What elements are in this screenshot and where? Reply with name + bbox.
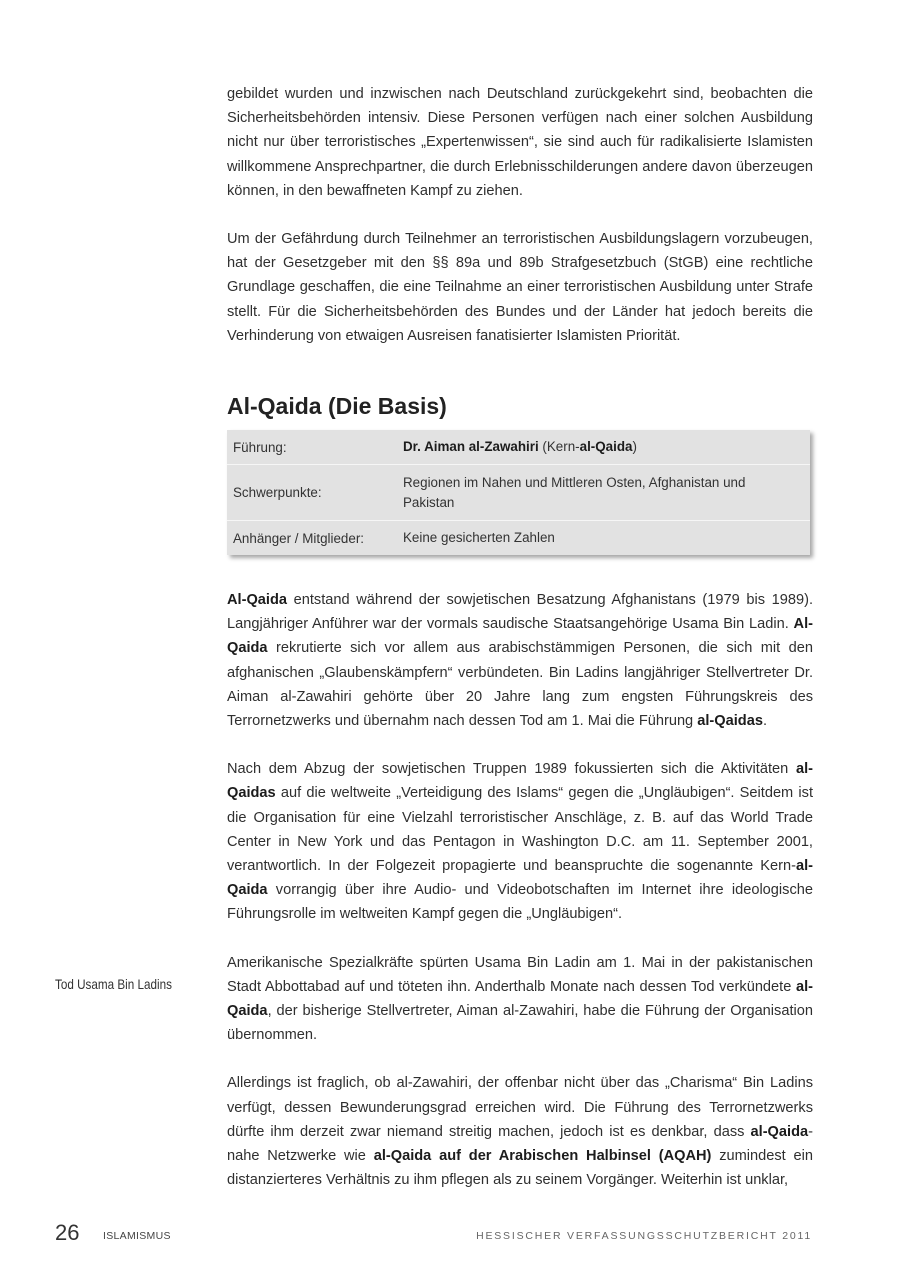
running-head: HESSISCHER VERFASSUNGSSCHUTZBERICHT 2011	[476, 1230, 812, 1242]
fact-value: Keine gesicherten Zahlen	[403, 530, 555, 546]
paragraph: Amerikanische Spezialkräfte spürten Usama Bin Ladin am 1. Mai in der pakistanischen Stadt Abbottabad auf und töteten ihn. Anderthalb Monate nach dessen Tod verkündete al-Qaida, der bisherige Stellvertreter, Aiman al-Zawahiri, habe die Führung der Organisation übernommen.	[227, 954, 813, 1044]
fact-row-leadership	[227, 430, 810, 465]
fact-label: Führung:	[233, 439, 287, 455]
paragraph: Nach dem Abzug der sowjetischen Truppen 1989 fokussierten sich die Aktivitäten al-Qaidas auf die weltweite „Verteidigung des Islams“ gegen die „Ungläubigen“. Seitdem ist die Organisation für eine Vielzahl terroristischer Anschläge, z. B. auf das World Trade Center in New York und das Pentagon in Washington D.C. am 11. September 2001, verantwortlich. In der Folgezeit propagierte und beanspruchte die sogenannte Kern-al-Qaida vorrangig über ihre Audio- und Videobotschaften im Internet ihre ideologische Führungsrolle im weltweiten Kampf gegen die „Ungläubigen“.	[227, 761, 813, 923]
paragraph: gebildet wurden und inzwischen nach Deutschland zurückgekehrt sind, beobachten die Sicherheitsbehörden intensiv. Diese Personen verfügen nach einer solchen Ausbildung nicht nur über terroristisches „Expertenwissen“, sie sind auch für radikalisierte Islamisten willkommene Ansprechpartner, die durch Erlebnisschilderungen andere davon überzeugen können, in den bewaffneten Kampf zu ziehen.	[227, 86, 813, 199]
fact-label: Anhänger / Mitglieder:	[233, 530, 365, 546]
intro-text	[227, 82, 813, 348]
fact-label: Schwerpunkte:	[233, 485, 322, 500]
paragraph: Al-Qaida entstand während der sowjetischen Besatzung Afghanistans (1979 bis 1989). Langjähriger Anführer war der vormals saudische Staatsangehörige Usama Bin Ladin. Al-Qaida rekrutierte sich vor allem aus arabischstämmigen Personen, die sich mit den afghanischen „Glaubenskämpfern“ verbündeten. Bin Ladins langjähriger Stellvertreter Dr. Aiman al-Zawahiri gehörte über 20 Jahre lang zum engsten Führungskreis des Terrornetzwerks und übernahm nach dessen Tod am 1. Mai die Führung al-Qaidas.	[227, 592, 813, 730]
margin-note: Tod Usama Bin Ladins	[55, 977, 172, 992]
leader-name: Dr. Aiman al-Zawahiri	[403, 439, 539, 455]
fact-row-focus	[227, 465, 810, 521]
fact-box	[227, 430, 810, 555]
fact-value: Regionen im Nahen und Mittleren Osten, Afghanistan und Pakistan	[403, 475, 746, 510]
section-label: ISLAMISMUS	[103, 1230, 171, 1242]
body-text	[227, 588, 813, 1192]
paragraph: Allerdings ist fraglich, ob al-Zawahiri, der offenbar nicht über das „Charisma“ Bin Ladins verfügt, dessen Bewunderungsgrad erreichen wird. Die Führung des Terrornetzwerks dürfte ihm derzeit zwar niemand streitig machen, jedoch ist es denkbar, dass al-Qaida-nahe Netzwerke wie al-Qaida auf der Arabischen Halbinsel (AQAH) zumindest ein distanzierteres Verhältnis zu ihm pflegen als zu seinem Vorgänger. Weiterhin ist unklar,	[227, 1075, 813, 1189]
paragraph: Um der Gefährdung durch Teilnehmer an terroristischen Ausbildungslagern vorzubeugen, hat der Gesetzgeber mit den §§ 89a und 89b Strafgesetzbuch (StGB) eine rechtliche Grundlage geschaffen, die eine Teilnahme an einer terroristischen Ausbildung unter Strafe stellt. Für die Sicherheitsbehörden des Bundes und der Länder hat jedoch bereits die Verhinderung von etwaigen Ausreisen fanatisierter Islamisten Priorität.	[227, 231, 813, 344]
page-number: 26	[55, 1220, 80, 1245]
fact-row-members	[227, 521, 810, 555]
section-heading: Al-Qaida (Die Basis)	[227, 393, 447, 419]
fact-value: Dr. Aiman al-Zawahiri (Kern-al-Qaida)	[403, 439, 637, 455]
